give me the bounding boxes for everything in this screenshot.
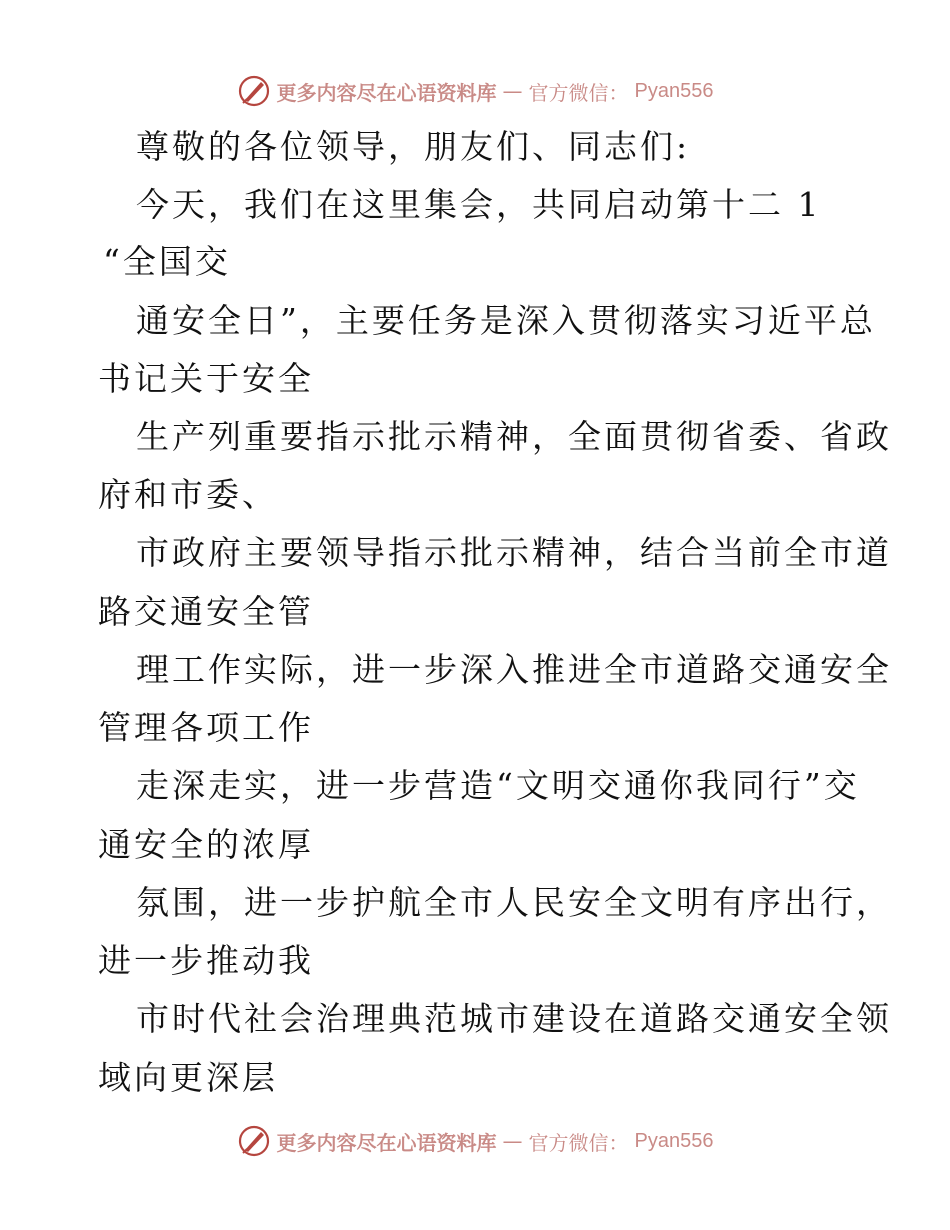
header-wechat-id: Pyan556 [634, 79, 714, 102]
quill-logo-icon [237, 74, 271, 108]
footer-separator: — [502, 1129, 523, 1153]
text-line: 域向更深层 [98, 1058, 278, 1097]
quill-logo-icon [237, 1124, 271, 1158]
text-line: 生产列重要指示批示精神，全面贯彻省委、省政 [136, 417, 892, 456]
text-line: 通安全的浓厚 [98, 825, 314, 864]
footer-wechat-id: Pyan556 [634, 1129, 714, 1152]
text-line: 管理各项工作 [98, 708, 314, 747]
text-line: 理工作实际，进一步深入推进全市道路交通安全 [136, 650, 892, 689]
text-line: 路交通安全管 [98, 592, 314, 631]
header-wechat-label: 官方微信： [528, 80, 629, 105]
header-separator: — [502, 79, 523, 103]
text-line: 市政府主要领导指示批示精神，结合当前全市道 [136, 533, 892, 572]
header-banner [0, 71, 950, 111]
text-line: 通安全日”，主要任务是深入贯彻落实习近平总 [136, 301, 876, 340]
text-line: 走深走实，进一步营造“文明交通你我同行”交 [136, 766, 860, 805]
text-line: 府和市委、 [98, 475, 278, 514]
footer-wechat-label: 官方微信： [528, 1130, 629, 1155]
footer-banner [0, 1121, 950, 1161]
text-line: 氛围，进一步护航全市人民安全文明有序出行， [136, 883, 892, 922]
text-line: 市时代社会治理典范城市建设在道路交通安全领 [136, 999, 892, 1038]
text-line: “全国交 [103, 242, 231, 281]
header-brand-text: 更多内容尽在心语资料库 [276, 80, 497, 105]
text-line: 书记关于安全 [98, 359, 314, 398]
text-line: 今天，我们在这里集会，共同启动第十二 1 [136, 185, 822, 224]
text-line: 进一步推动我 [98, 941, 314, 980]
salutation-line: 尊敬的各位领导，朋友们、同志们: [136, 127, 691, 166]
footer-brand-text: 更多内容尽在心语资料库 [276, 1130, 497, 1155]
